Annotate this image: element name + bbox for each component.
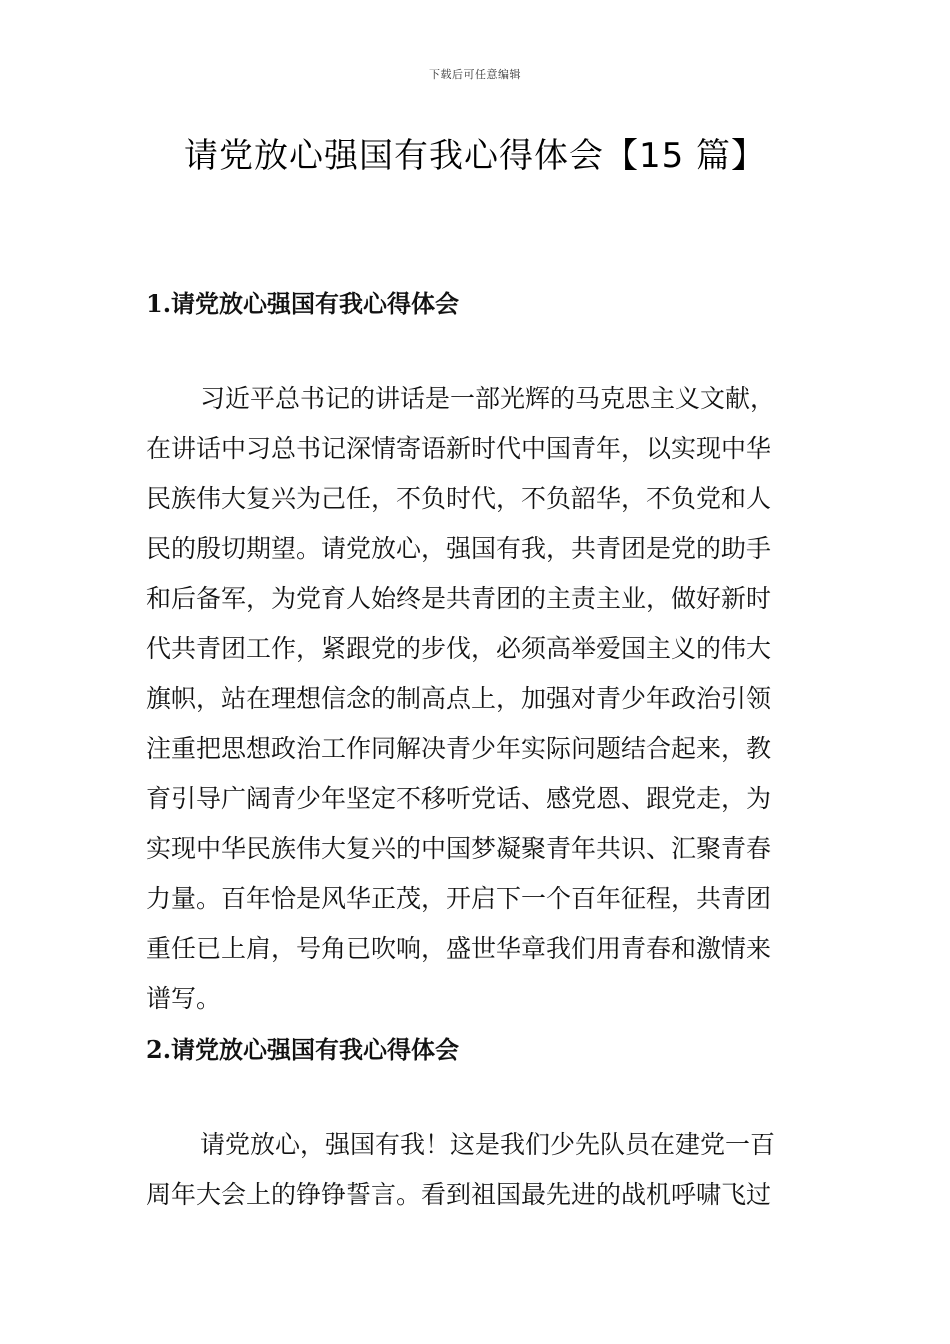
paragraph-line: 习近平总书记的讲话是一部光辉的马克思主义文献， [200,384,776,413]
paragraph-line: 旗帜，站在理想信念的制高点上，加强对青少年政治引领 [146,684,772,713]
section-paragraph-2 [146,1120,808,1220]
paragraph-line: 力量。百年恰是风华正茂，开启下一个百年征程，共青团 [146,884,772,913]
paragraph-line: 在讲话中习总书记深情寄语新时代中国青年，以实现中华 [146,434,772,463]
header-note: 下载后可任意编辑 [429,68,521,81]
paragraph-line: 民的殷切期望。请党放心，强国有我，共青团是党的助手 [146,534,772,563]
document-title: 请党放心强国有我心得体会【15 篇】 [183,136,767,176]
section-heading-1: 1.请党放心强国有我心得体会 [146,289,460,318]
paragraph-line: 育引导广阔青少年坚定不移听党话、感党恩、跟党走，为 [146,784,772,813]
paragraph-line: 谱写。 [146,984,222,1013]
paragraph-line: 重任已上肩，号角已吹响，盛世华章我们用青春和激情来 [146,934,772,963]
paragraph-line: 和后备军，为党育人始终是共青团的主责主业，做好新时 [146,584,772,613]
paragraph-line: 请党放心，强国有我！这是我们少先队员在建党一百 [200,1130,776,1159]
paragraph-line: 实现中华民族伟大复兴的中国梦凝聚青年共识、汇聚青春 [146,834,772,863]
section-paragraph-1 [146,374,808,1024]
paragraph-line: 代共青团工作，紧跟党的步伐，必须高举爱国主义的伟大 [146,634,772,663]
paragraph-line: 注重把思想政治工作同解决青少年实际问题结合起来，教 [146,734,772,763]
paragraph-line: 周年大会上的铮铮誓言。看到祖国最先进的战机呼啸飞过 [146,1180,772,1209]
section-heading-2: 2.请党放心强国有我心得体会 [146,1035,460,1064]
paragraph-line: 民族伟大复兴为己任，不负时代，不负韶华，不负党和人 [146,484,772,513]
